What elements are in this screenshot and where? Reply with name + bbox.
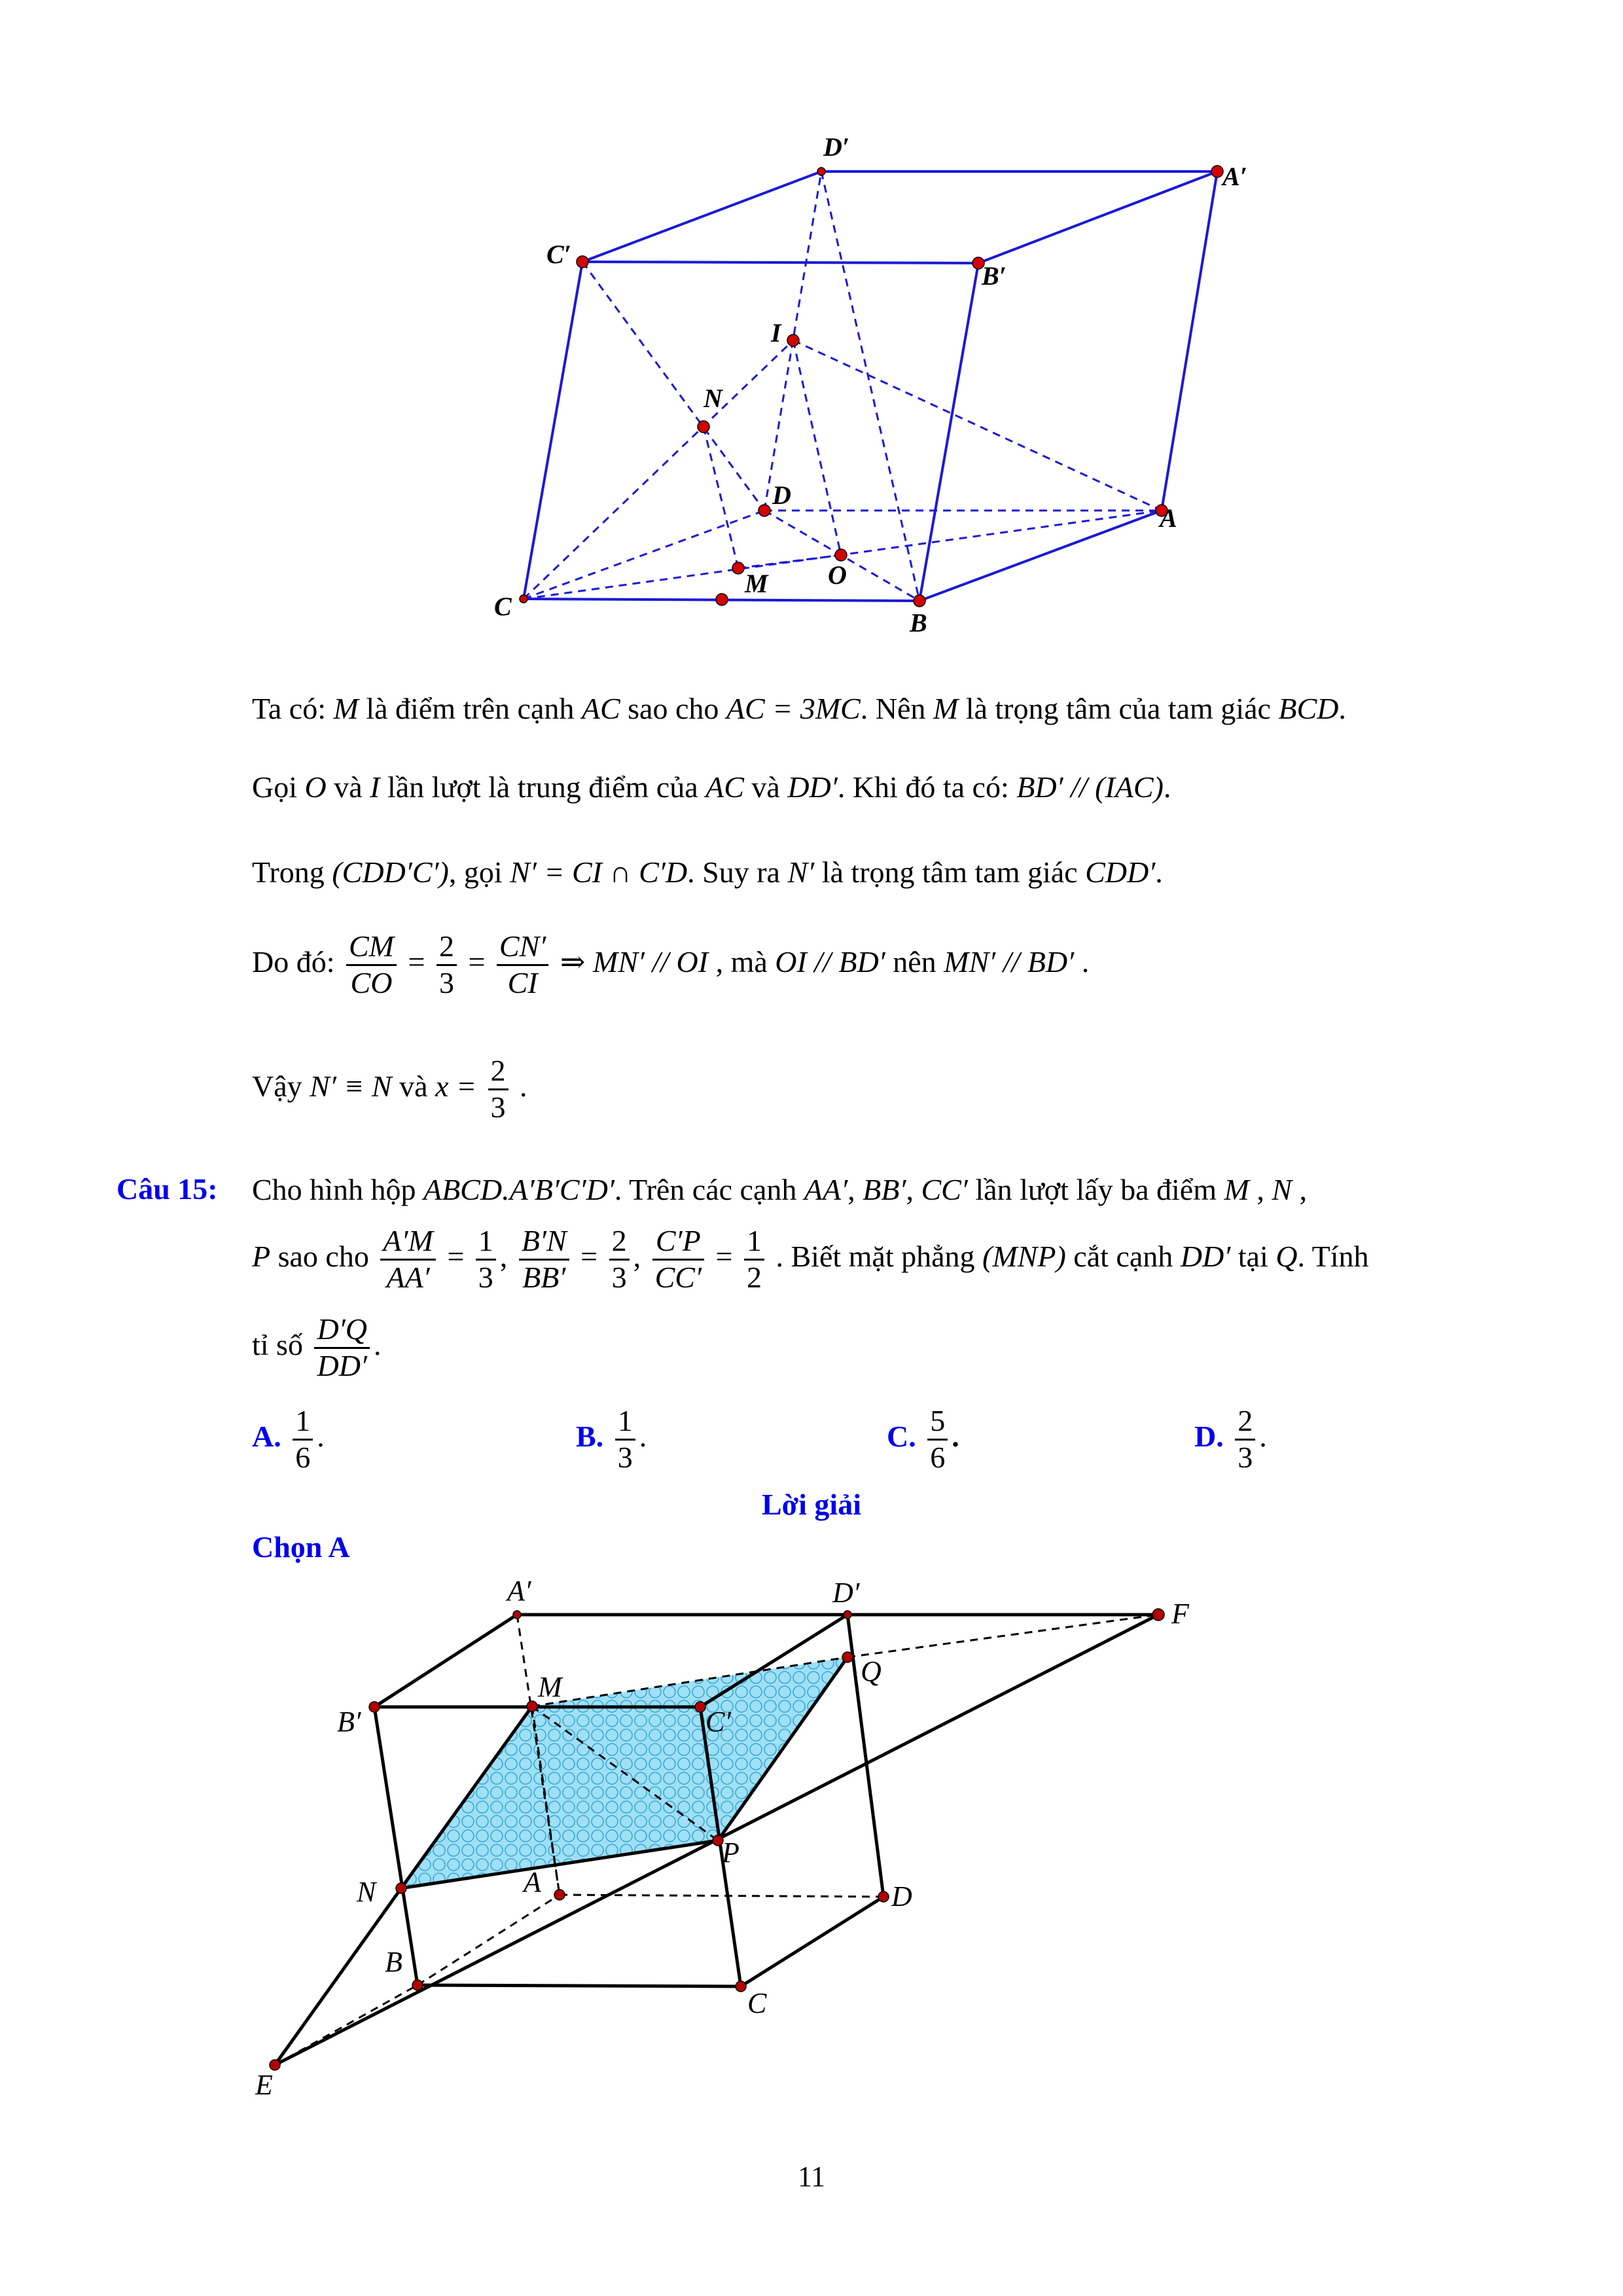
chosen-answer: Chọn A bbox=[252, 1530, 350, 1564]
label2-Cp: C′ bbox=[705, 1706, 731, 1738]
option-a[interactable]: A. $\frac{1}{6}$ . bbox=[252, 1404, 325, 1474]
fraction-cn-ci: $\frac{CN'}{CI}$ bbox=[497, 929, 548, 1001]
label-I: I bbox=[771, 318, 781, 348]
fraction-am-aa: $\frac{A'M}{AA'}$ bbox=[380, 1224, 435, 1295]
label-O: O bbox=[828, 560, 847, 590]
option-c[interactable]: C. $\frac{5}{6}$ . bbox=[887, 1404, 959, 1474]
label2-A: A bbox=[524, 1866, 541, 1898]
point2-Dp bbox=[844, 1611, 851, 1619]
question-15-line-3: tỉ số $\frac{D'Q}{DD'}$ . bbox=[252, 1312, 382, 1382]
label-B: B bbox=[910, 608, 927, 637]
point2-B bbox=[412, 1980, 423, 1990]
point2-D bbox=[878, 1892, 889, 1902]
point2-F bbox=[1152, 1609, 1164, 1621]
fraction-1-2: $\frac{1}{2}$ bbox=[744, 1224, 764, 1295]
question-15-label: Câu 15: bbox=[116, 1172, 218, 1206]
fraction-1-3: $\frac{1}{3}$ bbox=[476, 1224, 496, 1295]
fraction-2-3: $\frac{2}{3}$ bbox=[437, 929, 457, 1001]
fraction-cp-cc: $\frac{C'P}{CC'}$ bbox=[652, 1224, 704, 1295]
solution-line-3: Trong (CDD′C′), gọi N′ = CI ∩ C′D. Suy ra N′ là trọng tâm tam giác CDD′. bbox=[252, 855, 1163, 889]
label2-D: D bbox=[891, 1880, 912, 1912]
point2-A bbox=[554, 1890, 565, 1900]
fraction-cm-co: $\frac{CM}{CO}$ bbox=[346, 929, 397, 1001]
point2-Cp bbox=[695, 1702, 705, 1712]
option-b[interactable]: B. $\frac{1}{3}$ . bbox=[576, 1404, 647, 1474]
page-number: 11 bbox=[797, 2161, 826, 2193]
label2-P: P bbox=[722, 1837, 740, 1869]
solution-title: Lời giải bbox=[762, 1488, 861, 1521]
point2-Bp bbox=[369, 1702, 380, 1712]
label-Dp: D′ bbox=[823, 132, 850, 162]
fraction-dq-dd: $\frac{D'Q}{DD'}$ bbox=[314, 1312, 370, 1384]
fraction-x-value: $\frac{2}{3}$ bbox=[488, 1054, 508, 1125]
label-D: D bbox=[772, 480, 791, 510]
label-A: A bbox=[1160, 503, 1177, 533]
point2-C bbox=[736, 1981, 746, 1992]
label-M: M bbox=[745, 569, 768, 598]
label2-Dp: D′ bbox=[832, 1577, 860, 1609]
label2-Bp: B′ bbox=[337, 1706, 361, 1738]
label-C: C bbox=[494, 592, 512, 621]
label-Ap: A′ bbox=[1222, 162, 1247, 191]
question-15-line-2: P sao cho $\frac{A'M}{AA'}$ = $\frac{1}{3}$ , $\frac{B'N}{BB'}$ = $\frac{2}{3}$ , $\frac{C'P}{CC'}$ = $\frac{1}{2}$ . Biết mặt phẳng (MNP) cắt cạnh DD′ tại Q. Tính bbox=[252, 1224, 1369, 1294]
label2-Ap: A′ bbox=[507, 1575, 531, 1607]
fraction-2-3-b: $\frac{2}{3}$ bbox=[609, 1224, 630, 1295]
option-d[interactable]: D. $\frac{2}{3}$ . bbox=[1194, 1404, 1267, 1474]
solution-line-4: Do đó: $\frac{CM}{CO}$ = $\frac{2}{3}$ = $\frac{CN'}{CI}$ ⇒ MN′ // OI , mà OI // BD′ nên MN′ // BD′ . bbox=[252, 929, 1090, 999]
solution-line-1: Ta có: M là điểm trên cạnh AC sao cho AC = 3MC. Nên M là trọng tâm của tam giác BCD. bbox=[252, 692, 1346, 725]
point2-N bbox=[396, 1883, 406, 1893]
label2-Q: Q bbox=[861, 1655, 882, 1687]
fraction-bn-bb: $\frac{B'N}{BB'}$ bbox=[519, 1224, 569, 1295]
question-15-line-1: Cho hình hộp ABCD.A′B′C′D′. Trên các cạnh AA′, BB′, CC′ lần lượt lấy ba điểm M , N , bbox=[252, 1173, 1307, 1206]
solution-line-2: Gọi O và I lần lượt là trung điểm của AC và DD′. Khi đó ta có: BD′ // (IAC). bbox=[252, 770, 1171, 804]
solution-line-5: Vậy N′ ≡ N và x = $\frac{2}{3}$ . bbox=[252, 1054, 527, 1124]
label2-B: B bbox=[385, 1946, 402, 1978]
label2-M: M bbox=[538, 1671, 562, 1703]
label-Cp: C′ bbox=[546, 240, 571, 269]
label-Bp: B′ bbox=[982, 261, 1007, 291]
label2-C: C bbox=[747, 1987, 767, 2019]
label2-E: E bbox=[255, 2069, 273, 2101]
label2-F: F bbox=[1171, 1598, 1189, 1630]
label2-N: N bbox=[357, 1876, 376, 1908]
point2-Q bbox=[842, 1652, 853, 1662]
point2-M bbox=[527, 1701, 537, 1712]
label-N: N bbox=[704, 384, 722, 413]
point2-Ap bbox=[513, 1611, 521, 1619]
